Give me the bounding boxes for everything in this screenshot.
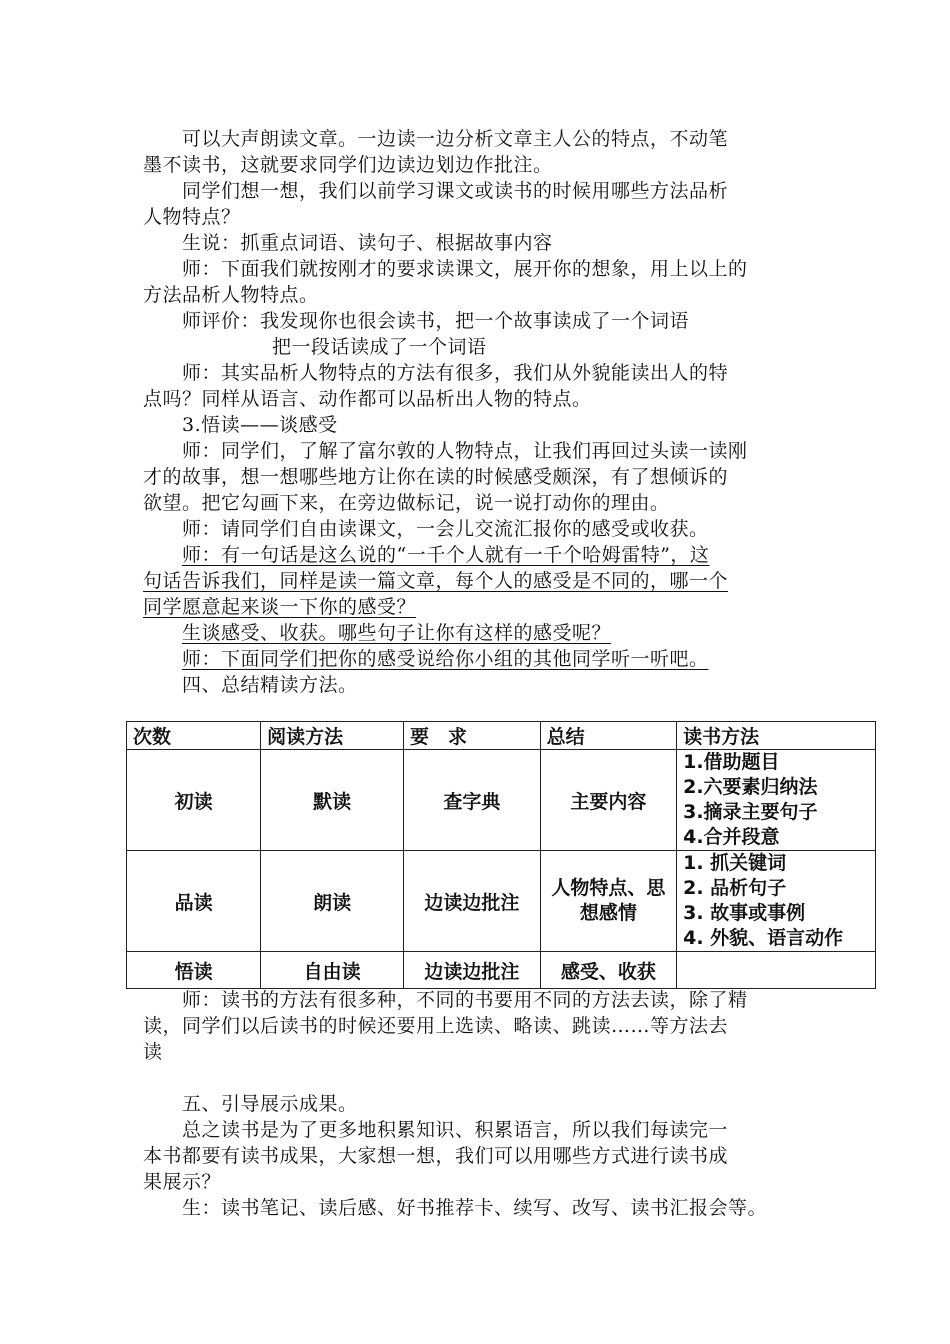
paragraph-line: 人物特点？ (143, 206, 241, 228)
section-heading: 五、引导展示成果。 (182, 1093, 358, 1115)
section-heading: 四、总结精读方法。 (182, 674, 358, 696)
cell-reading-tips (677, 851, 876, 952)
tip-item: 4.合并段意 (683, 826, 780, 848)
tip-item: 4. 外貌、语言动作 (683, 927, 844, 949)
paragraph-line: 才的故事，想一想哪些地方让你在读的时候感受颇深，有了想倾诉的 (143, 466, 729, 488)
cell-requirement: 边读边批注 (404, 952, 541, 989)
table-row (127, 952, 876, 989)
header-times: 次数 (127, 722, 261, 750)
paragraph-line: 总之读书是为了更多地积累知识、积累语言，所以我们每读完一 (182, 1119, 729, 1141)
header-requirement: 要 求 (404, 722, 541, 750)
underlined-line: 生谈感受、收获。哪些句子让你有这样的感受呢？ (182, 622, 612, 644)
paragraph-line: 师：同学们，了解了富尔敦的人物特点，让我们再回过头读一读刚 (182, 440, 748, 462)
paragraph-line: 师评价：我发现你也很会读书，把一个故事读成了一个词语 (182, 310, 690, 332)
paragraph-line: 果展示？ (143, 1171, 222, 1193)
paragraph-line: 可以大声朗读文章。一边读一边分析文章主人公的特点，不动笔 (182, 128, 729, 150)
tip-item: 1.借助题目 (683, 751, 780, 773)
table-row (127, 851, 876, 952)
paragraph-line: 欲望。把它勾画下来，在旁边做标记，说一说打动你的理由。 (143, 492, 670, 514)
paragraph-line: 把一段话读成了一个词语 (272, 336, 487, 358)
paragraph-line: 生：读书笔记、读后感、好书推荐卡、续写、改写、读书汇报会等。 (182, 1197, 768, 1219)
cell-times: 悟读 (127, 952, 261, 989)
paragraph-line: 点吗？同样从语言、动作都可以品析出人物的特点。 (143, 388, 592, 410)
paragraph-line: 师：请同学们自由读课文，一会儿交流汇报你的感受或收获。 (182, 518, 709, 540)
cell-reading-tips (677, 750, 876, 851)
cell-times: 初读 (127, 750, 261, 851)
table-row (127, 750, 876, 851)
header-summary: 总结 (540, 722, 676, 750)
paragraph-line: 师：读书的方法有很多种，不同的书要用不同的方法去读，除了精 (182, 989, 748, 1011)
paragraph-line: 墨不读书，这就要求同学们边读边划边作批注。 (143, 154, 553, 176)
tip-item: 3. 故事或事例 (683, 902, 806, 924)
cell-summary: 主要内容 (540, 750, 676, 851)
underlined-line: 师：有一句话是这么说的“一千个人就有一千个哈姆雷特”，这 (182, 544, 710, 566)
paragraph-line: 师：下面我们就按刚才的要求读课文，展开你的想象，用上以上的 (182, 258, 748, 280)
tip-item: 2.六要素归纳法 (683, 776, 818, 798)
cell-summary: 感受、收获 (540, 952, 676, 989)
cell-method: 自由读 (261, 952, 404, 989)
cell-requirement: 查字典 (404, 750, 541, 851)
tip-item: 2. 品析句子 (683, 877, 787, 899)
paragraph-line: 本书都要有读书成果，大家想一想，我们可以用哪些方式进行读书成 (143, 1145, 729, 1167)
paragraph-line: 师：其实品析人物特点的方法有很多，我们从外貌能读出人的特 (182, 362, 729, 384)
cell-requirement: 边读边批注 (404, 851, 541, 952)
paragraph-line: 读，同学们以后读书的时候还要用上选读、略读、跳读……等方法去 (143, 1015, 729, 1037)
cell-reading-tips (677, 952, 876, 989)
reading-methods-table (126, 721, 876, 989)
cell-method: 朗读 (261, 851, 404, 952)
underlined-line: 同学愿意起来谈一下你的感受？ (143, 596, 417, 618)
tip-item: 3.摘录主要句子 (683, 801, 818, 823)
cell-summary: 人物特点、思想感情 (540, 851, 676, 952)
paragraph-line: 方法品析人物特点。 (143, 284, 319, 306)
table-header-row (127, 722, 876, 750)
cell-times: 品读 (127, 851, 261, 952)
tip-item: 1. 抓关键词 (683, 852, 787, 874)
underlined-line: 师：下面同学们把你的感受说给你小组的其他同学听一听吧。 (182, 648, 709, 670)
header-method: 阅读方法 (261, 722, 404, 750)
section-heading: 3.悟读——谈感受 (182, 414, 338, 436)
paragraph-line: 读 (143, 1041, 163, 1063)
cell-method: 默读 (261, 750, 404, 851)
paragraph-line: 生说：抓重点词语、读句子、根据故事内容 (182, 232, 553, 254)
header-reading-tips: 读书方法 (677, 722, 876, 750)
paragraph-line: 同学们想一想，我们以前学习课文或读书的时候用哪些方法品析 (182, 180, 729, 202)
underlined-line: 句话告诉我们，同样是读一篇文章，每个人的感受是不同的，哪一个 (143, 570, 729, 592)
